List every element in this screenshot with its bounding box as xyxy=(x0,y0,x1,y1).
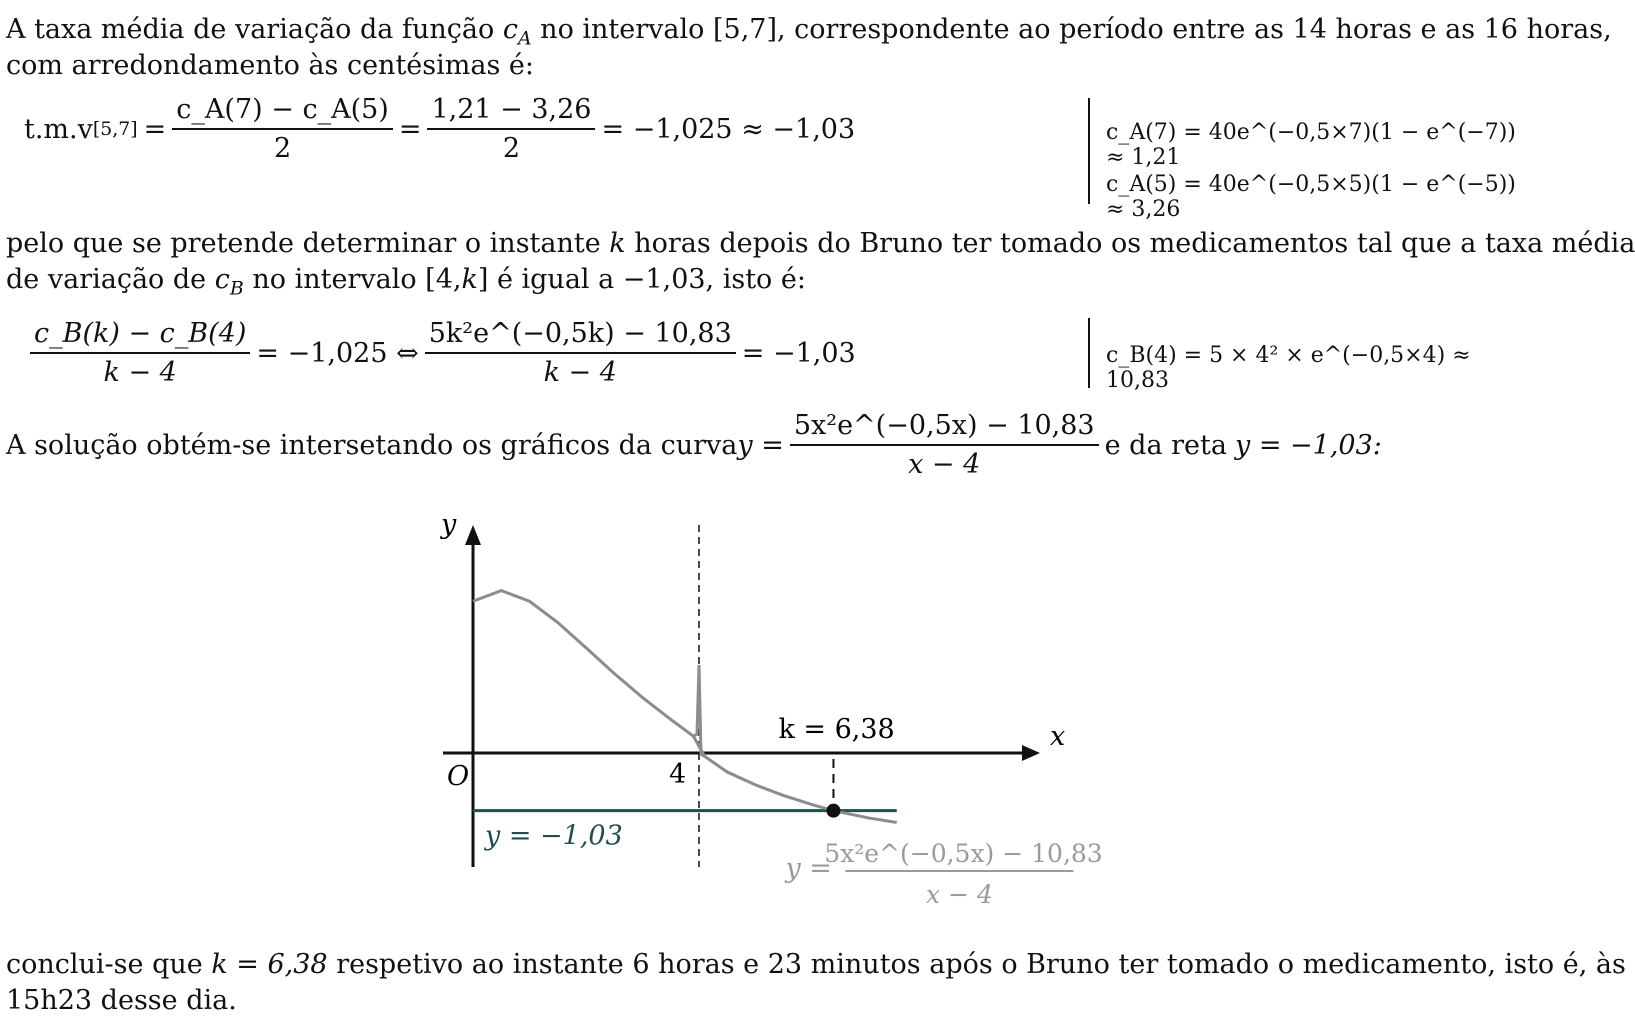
fraction-cb xyxy=(30,318,250,388)
intro-text-cont: no intervalo [5,7], correspondente ao período entre as 14 horas e as 16 horas, xyxy=(531,14,1612,45)
para2-text-4: ] é igual a −1,03, isto é: xyxy=(477,264,806,295)
equation-tmv xyxy=(24,94,855,164)
eq2-middle: = −1,025 ⇔ xyxy=(256,337,419,369)
equation-cb xyxy=(24,318,856,388)
para3-text: A solução obtém-se intersetando os gráficos da curva xyxy=(6,429,738,461)
side-calc-ca7: c_A(7) = 40e^(−0,5×7)(1 − e^(−7)) ≈ 1,21 xyxy=(1106,120,1516,170)
side-calc-bar-2 xyxy=(1088,318,1090,388)
line-label: y = −1,03 xyxy=(485,820,623,852)
function-graph xyxy=(0,505,1524,925)
equals-sign: = xyxy=(398,113,422,145)
fraction-numerator: 5x²e^(−0,5x) − 10,83 xyxy=(790,410,1099,446)
para3-text-2: e da reta xyxy=(1104,429,1227,461)
fraction-denominator: x − 4 xyxy=(908,449,981,480)
fraction-denominator: k − 4 xyxy=(103,357,177,388)
conclusion-line-1 xyxy=(6,947,1626,983)
equals-sign: = xyxy=(143,113,167,145)
curve-label-denominator: x − 4 xyxy=(926,880,993,909)
y-equals: y = xyxy=(737,429,784,461)
curve-label-prefix: y = xyxy=(785,853,832,884)
tmv-result: = −1,025 ≈ −1,03 xyxy=(601,113,856,145)
para2-line-2 xyxy=(6,262,806,306)
tmv-interval: [5,7] xyxy=(92,118,138,140)
origin-label: O xyxy=(447,761,470,792)
fraction-denominator: 2 xyxy=(502,133,521,164)
x-axis-label: x xyxy=(1050,721,1066,752)
fraction-numerator: 5k²e^(−0,5k) − 10,83 xyxy=(425,318,736,354)
para2-text-2: de variação de xyxy=(6,264,215,295)
fraction-values xyxy=(427,94,595,164)
k-result: k = 6,38 xyxy=(211,949,328,980)
fraction-denominator: 2 xyxy=(273,133,292,164)
intersection-label: k = 6,38 xyxy=(778,714,895,745)
para2-text: pelo que se pretende determinar o instante xyxy=(6,228,610,259)
intersection-point xyxy=(826,804,840,818)
para2-text-3: no intervalo [4, xyxy=(243,264,462,295)
function-subscript: A xyxy=(517,27,532,50)
conclusion-text-2: 15h23 desse dia. xyxy=(6,985,237,1016)
para2-line-1 xyxy=(6,226,1635,262)
fraction-numerator: c_A(7) − c_A(5) xyxy=(172,94,393,130)
side-calc-bar xyxy=(1088,98,1090,204)
eq2-result: = −1,03 xyxy=(741,337,856,369)
x-axis-arrow xyxy=(1022,745,1040,761)
y-axis-label: y xyxy=(441,509,457,540)
fraction-ca xyxy=(172,94,393,164)
fraction-numerator: 1,21 − 3,26 xyxy=(427,94,595,130)
intro-text-2: com arredondamento às centésimas é: xyxy=(6,50,534,81)
curve-label-numerator: 5x²e^(−0,5x) − 10,83 xyxy=(824,839,1103,868)
fraction-expression xyxy=(425,318,736,388)
conclusion-text-cont: respetivo ao instante 6 horas e 23 minutos após o Bruno ter tomado o medicamento, isto é, às xyxy=(327,949,1626,980)
function-symbol: c xyxy=(502,14,518,45)
tmv-label: t.m.v xyxy=(24,113,93,145)
function-symbol: c xyxy=(214,264,230,295)
conclusion-line-2 xyxy=(6,983,237,1019)
function-subscript: B xyxy=(229,277,244,300)
side-calc-ca5: c_A(5) = 40e^(−0,5×5)(1 − e^(−5)) ≈ 3,26 xyxy=(1106,172,1516,222)
para3-line xyxy=(6,410,1382,480)
k-variable: k xyxy=(609,228,626,259)
para2-text-cont: horas depois do Bruno ter tomado os medicamentos tal que a taxa média xyxy=(625,228,1635,259)
tick-label-4: 4 xyxy=(669,759,687,790)
intro-text: A taxa média de variação da função xyxy=(6,14,503,45)
fraction-denominator: k − 4 xyxy=(543,357,617,388)
intro-line-2 xyxy=(6,48,534,84)
k-variable: k xyxy=(461,264,478,295)
line-equation: y = −1,03: xyxy=(1234,429,1382,461)
fraction-numerator: c_B(k) − c_B(4) xyxy=(30,318,250,354)
side-calc-cb4: c_B(4) = 5 × 4² × e^(−0,5×4) ≈ 10,83 xyxy=(1106,343,1471,393)
y-axis-arrow xyxy=(465,525,481,545)
conclusion-text: conclui-se que xyxy=(6,949,212,980)
fraction-curve xyxy=(790,410,1099,480)
